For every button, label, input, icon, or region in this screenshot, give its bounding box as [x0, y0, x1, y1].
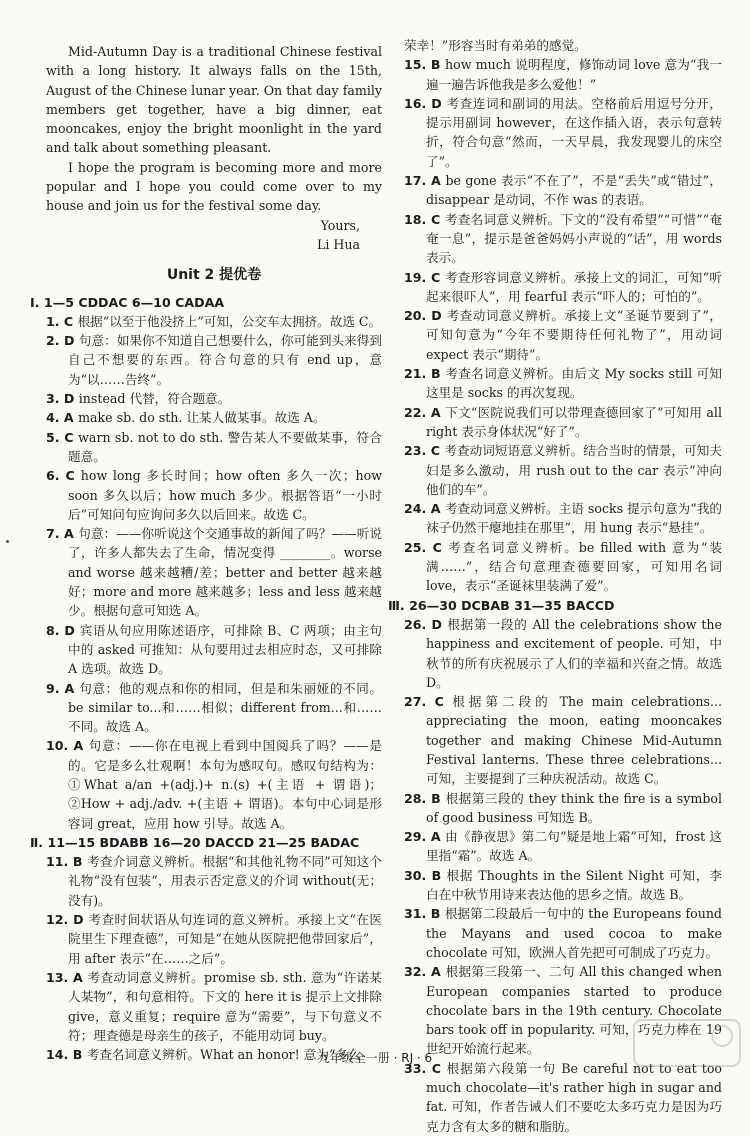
answer-explanation: 根据第三段第一、二句 All this changed when European companies started to produce chocolate bars in the 19th century. Chocolate bars took off in popularity. 可知，巧克力棒在 19 世纪开始流行起来。: [426, 964, 723, 1057]
answer-explanation: 根据第二段的 The main celebrations... appreciating the moon, eating mooncakes together and making Chinese Mid-Autumn Festival lanterns. These three celebrations...可知，主要提到了三种庆祝活动。故选 C。: [426, 694, 722, 787]
answer-number: 32. A: [404, 964, 446, 980]
answer-item: [46, 466, 382, 524]
answer-number: 3. D: [46, 391, 79, 407]
letter: [46, 42, 382, 254]
answer-item: [404, 268, 722, 307]
answer-explanation: 句意：——你听说这个交通事故的新闻了吗？——听说了，许多人都失去了生命，情况变得 ________。worse and worse 越来越糟/差；better and better 越来越好；more and more 越来越多；less and less 越来越少。根据句意可知选 A。: [68, 526, 383, 619]
right-column: [388, 36, 723, 1136]
answer-number: 19. C: [404, 269, 445, 285]
answer-item: [404, 364, 722, 403]
answer-item: [404, 403, 722, 442]
answer-explanation: 由《静夜思》第二句“疑是地上霜”可知，frost 这里指“霜”。故选 A。: [426, 829, 722, 864]
answer-explanation: 根据 Thoughts in the Silent Night 可知，李白在中秋节用诗来表达他的思乡之情。故选 B。: [426, 867, 722, 903]
answer-number: 11. B: [46, 854, 88, 870]
answer-number: 20. D: [404, 308, 447, 324]
answer-number: 9. A: [46, 680, 80, 696]
answer-explanation: 考查动词短语意义辨析。结合当时的情景，可知夫妇是多么激动，用 rush out to the car 表示“冲向他们的车”。: [426, 443, 722, 497]
unit-title: Unit 2 提优卷: [166, 267, 262, 284]
answer-explanation: 考查名词意义辨析。What an honor! 意为“多么: [86, 1047, 361, 1063]
answer-explanation: 考查介词意义辨析。根据“和其他礼物不同”可知这个礼物“没有包装”，用表示否定意义的介词 without(无；没有)。: [68, 854, 382, 908]
answer-number: 18. C: [404, 211, 445, 227]
scan-dot: [6, 540, 9, 543]
answer-number: 22. A: [404, 404, 446, 420]
watermark-logo: [632, 1018, 742, 1068]
answer-item: [404, 441, 722, 499]
answer-item: [404, 904, 722, 962]
answer-number: 21. B: [404, 366, 446, 382]
answer-explanation: 考查名词意义辨析。be filled with 意为“装满……”，结合句意理查德要回家，可知用名词 love，表示“圣诞袜里装满了爱”。: [426, 539, 722, 594]
answer-item: [404, 538, 722, 596]
answer-explanation: how long 多长时间；how often 多久一次；how soon 多久以后；how much 多少。根据答语“一小时后”可知问句应询问多久以后回来。故选 C。: [68, 468, 382, 522]
answer-item: [46, 389, 382, 408]
answer-number: 28. B: [404, 790, 446, 806]
answer-explanation: 考查动词意义辨析。承接上文“圣诞节要到了”，可知句意为“今年不要期待任何礼物了”，用动词 expect 表示“期待”。: [426, 308, 722, 362]
answer-item: [46, 621, 382, 679]
answer-explanation: 考查动词意义辨析。主语 socks 提示句意为“我的袜子仍然干瘪地挂在那里”，用 hung 表示“悬挂”。: [426, 501, 722, 536]
answer-explanation: 考查名词意义辨析。下文的“没有希望”“可惜”“奄奄一息”，提示是爸爸妈妈小声说的“话”，用 words 表示。: [426, 211, 722, 266]
page-footer: 九年级全一册 · RJ · 6: [317, 1051, 433, 1065]
answer-number: 10. A: [46, 738, 89, 754]
answer-item: [404, 55, 722, 94]
answer-list-left: [30, 293, 383, 1065]
answer-number: 33. C: [404, 1060, 447, 1076]
answer-explanation: 句意：他的观点和你的相同，但是和朱丽娅的不同。be similar to...和……相似；different from...和……不同。故选 A。: [68, 680, 383, 735]
letter-closing: Yours,: [320, 217, 360, 233]
answer-explanation: 考查形容词意义辨析。承接上文的词汇，可知“听起来很吓人”，用 fearful 表示“吓人的；可怕的”。: [426, 269, 722, 304]
answer-item: [46, 968, 382, 1045]
answer-explanation: 根据第二段最后一句中的 the Europeans found the Mayans and used cocoa to make chocolate 可知，欧洲人首先把可可制成了巧克力。: [426, 906, 722, 960]
answer-item: [404, 615, 722, 692]
answer-item: [46, 679, 382, 737]
section-answer-key: Ⅰ. 1—5 CDDAC 6—10 CADAA: [30, 294, 225, 310]
answer-explanation: how much 说明程度，修饰动词 love 意为“我一遍一遍告诉他我是多么爱他！”: [426, 57, 722, 92]
answer-number: 2. D: [46, 333, 79, 349]
answer-explanation: 荣幸！”形容当时有弟弟的感觉。: [404, 38, 587, 53]
answer-item: [46, 524, 382, 620]
answer-number: 29. A: [404, 829, 446, 845]
answer-number: 16. D: [404, 95, 447, 111]
answer-explanation: 下文“医院说我们可以带理查德回家了”可知用 all right 表示身体状况“好了”。: [426, 404, 722, 439]
answer-number: 23. C: [404, 443, 445, 459]
answer-explanation: 根据第六段第一句 Be careful not to eat too much chocolate—it's rather high in sugar and fat. 可知，作者告诫人们不要吃太多巧克力是因为巧克力含有太多的糖和脂肪。: [426, 1060, 722, 1134]
answer-item: [46, 408, 382, 427]
answer-number: 4. A: [46, 410, 79, 426]
answer-number: 1. C: [46, 313, 78, 329]
answer-explanation: instead 代替，符合题意。: [78, 391, 231, 407]
answer-item: [46, 910, 382, 968]
letter-signature: Li Hua: [317, 236, 360, 252]
answer-number: 5. C: [46, 429, 79, 445]
answer-explanation: 句意：如果你不知道自己想要什么，你可能到头来得到自己不想要的东西。符合句意的只有 end up，意为“以……告终”。: [68, 333, 383, 387]
answer-number: 26. D: [404, 616, 448, 632]
answer-item: [404, 94, 722, 171]
section-answer-key: Ⅲ. 26—30 DCBAB 31—35 BACCD: [388, 597, 615, 613]
answer-item: [404, 36, 722, 55]
answer-number: 25. C: [404, 539, 449, 555]
answer-item: [404, 171, 722, 210]
answer-number: 8. D: [46, 622, 80, 638]
answer-item: [404, 866, 722, 905]
answer-explanation: make sb. do sth. 让某人做某事。故选 A。: [78, 410, 326, 426]
answer-list-right: [388, 36, 723, 1136]
answer-explanation: be gone 表示“不在了”，不是“丢失”或“错过”，disappear 是动词，不作 was 的表语。: [426, 173, 723, 208]
answer-explanation: 考查动词意义辨析。promise sb. sth. 意为“许诺某人某物”，和句意相符。下文的 here it is 提示上文排除 give，意义重复；require 意为“需要”，与下句意义不符；理查德是母亲生的孩子，不能用动词 buy。: [68, 969, 382, 1043]
answer-item: [46, 331, 382, 389]
answer-item: [46, 428, 382, 467]
left-column: [30, 42, 383, 1064]
answer-number: 24. A: [404, 501, 445, 517]
letter-paragraph-1: Mid-Autumn Day is a traditional Chinese festival with a long history. It always falls on the 15th, August of the Chinese lunar year. On that day family members get together, have a big dinner, eat mooncakes, enjoy the bright moonlight in the yard and talk about something pleasant.: [46, 44, 382, 156]
section-answer-key: Ⅱ. 11—15 BDABB 16—20 DACCD 21—25 BADAC: [30, 834, 360, 850]
answer-item: [404, 692, 722, 788]
answer-number: 7. A: [46, 526, 79, 542]
answer-item: [404, 789, 722, 828]
answer-item: [46, 312, 382, 331]
answer-explanation: 句意：——你在电视上看到中国阅兵了吗？——是的。它是多么壮观啊！本句为感叹句。感叹句结构为：①What a/an +(adj.)+ n.(s) +(主语 + 谓语)；②How + adj./adv. +(主语 + 谓语)。本句中心词是形容词 great，应用 how 引导。故选 A。: [68, 738, 383, 831]
answer-explanation: 根据第三段的 they think the fire is a symbol of good business 可知选 B。: [426, 790, 722, 825]
answer-explanation: 根据“以至于他没挤上”可知，公交车太拥挤。故选 C。: [77, 313, 382, 329]
answer-explanation: 宾语从句应用陈述语序，可排除 B、C 两项；由主句中的 asked 可推知：从句要用过去相应时态，又可排除 A 选项。故选 D。: [68, 622, 382, 677]
answer-number: 13. A: [46, 969, 88, 985]
answer-item: [404, 306, 722, 364]
answer-explanation: warn sb. not to do sth. 警告某人不要做某事，符合题意。: [68, 429, 382, 464]
answer-item: [46, 852, 382, 910]
answer-number: 27. C: [404, 694, 453, 710]
answer-item: [404, 499, 722, 538]
answer-explanation: 考查名词意义辨析。由后文 My socks still 可知这里是 socks 的再次复现。: [426, 366, 722, 401]
answer-number: 14. B: [46, 1047, 87, 1063]
answer-item: [46, 736, 382, 832]
answer-number: 30. B: [404, 867, 447, 883]
answer-number: 6. C: [46, 468, 81, 484]
answer-item: [404, 1059, 722, 1136]
answer-explanation: 考查时间状语从句连词的意义辨析。承接上文“在医院里生下理查德”，可知是“在她从医院把他带回家后”，用 after 表示“在……之后”。: [68, 912, 382, 966]
answer-number: 31. B: [404, 906, 445, 922]
answer-number: 17. A: [404, 173, 446, 189]
answer-explanation: 考查连词和副词的用法。空格前后用逗号分开，提示用副词 however，在这作插入语，表示句意转折，符合句意“然而，一天早晨，我发现婴儿的床空了”。: [426, 95, 722, 169]
answer-number: 12. D: [46, 912, 89, 928]
answer-item: [404, 210, 722, 268]
answer-number: 15. B: [404, 57, 446, 73]
answer-item: [404, 827, 722, 866]
letter-paragraph-2: I hope the program is becoming more and more popular and I hope you could come over to my house and join us for the festival some day.: [46, 159, 382, 214]
answer-explanation: 根据第一段的 All the celebrations show the happiness and excitement of people. 可知，中秋节的所有庆祝展示了人们的幸福和兴奋之情。故选 D。: [426, 616, 722, 690]
